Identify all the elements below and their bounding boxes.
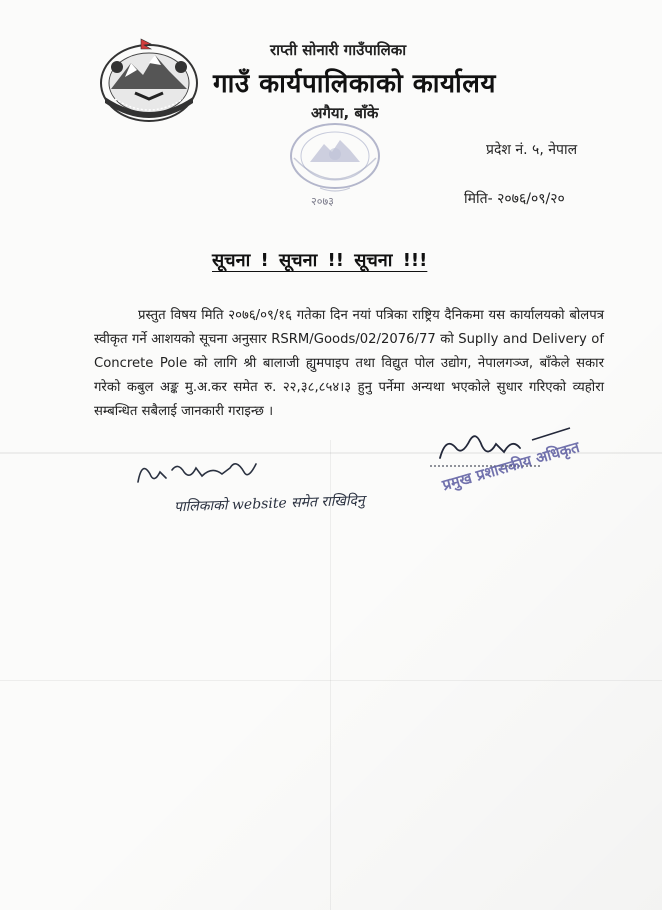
office-name: राप्ती सोनारी गाउँपालिका [270,41,407,59]
office-location: अगैया, बाँके [311,104,379,122]
nepal-emblem-logo [95,37,203,125]
office-seal-stamp [280,118,390,213]
paper-fold [0,680,662,681]
notice-title: सूचना ! सूचना !! सूचना !!! [212,250,428,271]
officer-designation-stamp: प्रमुख प्रशासकीय अधिकृत [440,437,582,495]
handwritten-note-scribble [132,452,272,492]
document-date: मिति- २०७६/०९/२० [464,191,565,207]
stamp-year: २०७३ [311,195,334,208]
handwritten-note-line2: पालिकाको website समेत राखिदिनु [173,492,365,516]
province-label: प्रदेश नं. ५, नेपाल [486,142,578,158]
notice-body: प्रस्तुत विषय मिति २०७६/०९/१६ गतेका दिन नयां पत्रिका राष्ट्रिय दैनिकमा यस कार्यालयको बोलपत्र स्वीकृत गर्ने आशयको सूचना अनुसार RSRM/Goods/02/2076/77 को Suplly and Delivery of Concrete Pole को लागि श्री बालाजी ह्युमपाइप तथा विद्युत पोल उद्योग, नेपालगञ्ज, बाँकेले सकार गरेको कबुल अङ्क मु.अ.कर समेत रु. २२,३८,८५४।३ हुनु पर्नेमा अन्यथा भएकोले सुधार गरिएको व्यहोरा सम्बन्धित सबैलाई जानकारी गराइन्छ । [94,308,604,419]
office-title: गाउँ कार्यपालिकाको कार्यालय [213,69,496,99]
